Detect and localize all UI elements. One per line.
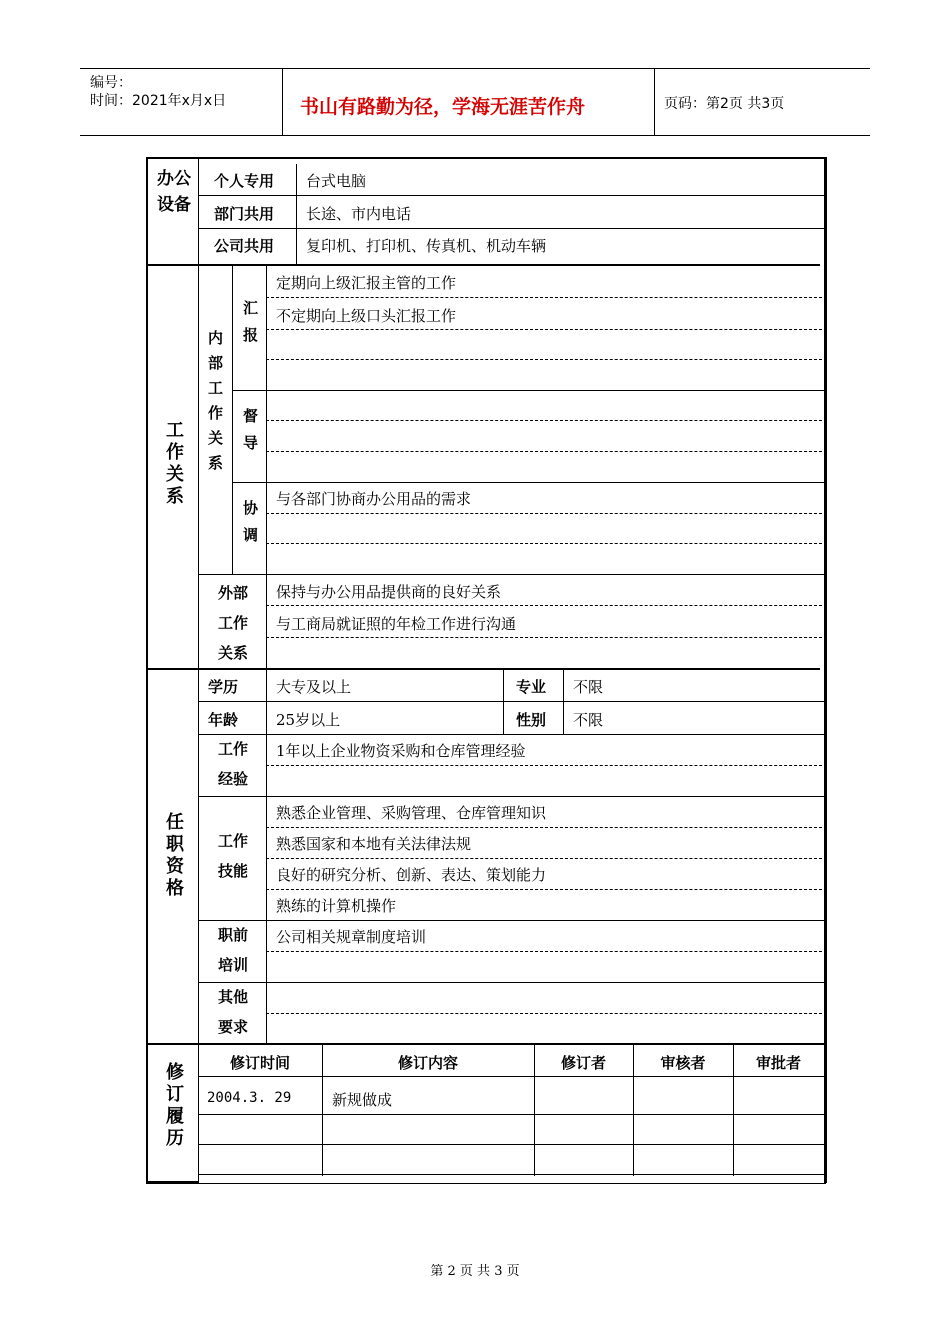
training-label-line: 职前 [217,926,248,944]
header-top-rule [80,68,870,69]
page-footer: 第 2 页 共 3 页 [430,1264,520,1279]
experience-label-line: 工作 [217,740,248,758]
major-value: 不限 [573,678,604,696]
external-label-line: 关系 [217,644,248,662]
revision-header-cell: 修订时间 [229,1054,290,1072]
equipment-row-label: 个人专用 [214,172,275,190]
report-label: 汇报 [241,300,259,354]
revision-header-cell: 修订者 [560,1054,606,1072]
external-line: 与工商局就证照的年检工作进行沟通 [276,615,517,633]
coordinate-label: 协调 [241,500,259,554]
education-value: 大专及以上 [276,678,352,696]
dashed-rule [266,543,822,544]
age-label: 年龄 [208,711,239,729]
dashed-rule [266,858,822,859]
external-line: 保持与办公用品提供商的良好关系 [276,583,502,601]
supervise-block-bottom [232,482,824,483]
equipment-row-label: 公司共用 [214,237,275,255]
equipment-row-value: 长途、市内电话 [306,205,412,223]
qualifications-content-divider [266,670,267,1043]
document-date-label: 时间：2021年x月x日 [90,93,227,109]
revision-row-line [198,1114,824,1115]
header-divider-1 [282,68,283,135]
training-label-line: 培训 [217,956,248,974]
frame-bottom [146,1183,826,1184]
experience-line: 1年以上企业物资采购和仓库管理经验 [276,742,526,760]
report-line: 不定期向上级口头汇报工作 [276,307,457,325]
frame-right [824,157,827,1183]
dashed-rule [266,420,822,421]
dashed-rule [266,297,822,298]
equipment-label-divider [296,164,297,264]
equipment-row-line-2 [198,228,824,229]
internal-block-bottom [198,574,824,575]
dashed-rule [266,605,822,606]
skills-label [205,826,261,886]
revision-header-bottom [198,1076,824,1077]
revision-row-line [198,1144,824,1145]
document-number-label: 编号： [90,75,132,91]
coordinate-line: 与各部门协商办公用品的需求 [276,490,472,508]
training-line: 公司相关规章制度培训 [276,928,427,946]
dashed-rule [266,1013,822,1014]
qualifications-section-label: 任职资格 [163,812,184,900]
skills-line: 熟悉企业管理、采购管理、仓库管理知识 [276,804,547,822]
revision-row-line [198,1174,824,1175]
skills-line: 熟练的计算机操作 [276,897,397,915]
grid-divider [563,670,564,734]
external-relations-label [205,578,261,668]
equipment-row-value: 台式电脑 [306,172,367,190]
dashed-rule [266,951,822,952]
skills-block-bottom [198,920,824,921]
revision-cell: 2004.3. 29 [207,1090,292,1106]
revision-header-cell: 审批者 [755,1054,801,1072]
dashed-rule [266,827,822,828]
age-value: 25岁以上 [276,711,341,729]
skills-line: 熟悉国家和本地有关法律法规 [276,835,472,853]
office-equipment-label-text: 办公设备 [157,169,191,215]
relations-content-divider [266,266,267,668]
experience-block-bottom [198,796,824,797]
report-block-bottom [232,390,824,391]
internal-relations-label: 内部工作关系 [206,330,224,480]
skills-label-line: 工作 [217,832,248,850]
training-block-bottom [198,982,824,983]
external-label-line: 外部 [217,584,248,602]
dashed-rule [266,513,822,514]
header-page-number: 页码：第2页 共3页 [664,96,785,112]
dashed-rule [266,637,822,638]
frame-top [146,157,826,159]
section-column-divider [198,159,199,1183]
revision-section-label: 修订履历 [163,1062,184,1150]
revision-cell: 新规做成 [332,1091,393,1109]
header-divider-2 [654,68,655,135]
grid-divider [503,670,504,734]
section-separator-1 [148,264,820,266]
supervise-label: 督导 [241,408,259,462]
revision-header-cell: 审核者 [660,1054,706,1072]
grid-row-line [198,701,824,702]
equipment-row-line-1 [198,195,824,196]
internal-sub-divider [232,266,233,574]
equipment-row-value: 复印机、打印机、传真机、机动车辆 [306,237,547,255]
section-separator-2 [148,668,820,670]
frame-left [146,157,148,1183]
equipment-row-label: 部门共用 [214,205,275,223]
experience-label-line: 经验 [217,770,248,788]
header-bottom-rule [80,135,870,136]
work-relations-section-label: 工作关系 [163,420,184,508]
dashed-rule [266,765,822,766]
skills-label-line: 技能 [217,862,248,880]
header-motto: 书山有路勤为径，学海无涯苦作舟 [300,96,586,118]
section-separator-3 [148,1043,824,1045]
training-label [205,920,261,980]
dashed-rule [266,889,822,890]
gender-label: 性别 [516,711,547,729]
major-label: 专业 [516,678,547,696]
dashed-rule [266,451,822,452]
other-requirements-label [205,982,261,1042]
office-equipment-section-label [152,166,196,218]
gender-value: 不限 [573,711,604,729]
experience-label [205,734,261,794]
dashed-rule [266,359,822,360]
dashed-rule [266,329,822,330]
report-line: 定期向上级汇报主管的工作 [276,274,457,292]
other-label-line: 要求 [217,1018,248,1036]
skills-line: 良好的研究分析、创新、表达、策划能力 [276,866,547,884]
grid-row-line [198,734,824,735]
education-label: 学历 [208,678,239,696]
revision-header-cell: 修订内容 [397,1054,458,1072]
external-label-line: 工作 [217,614,248,632]
other-label-line: 其他 [217,988,248,1006]
